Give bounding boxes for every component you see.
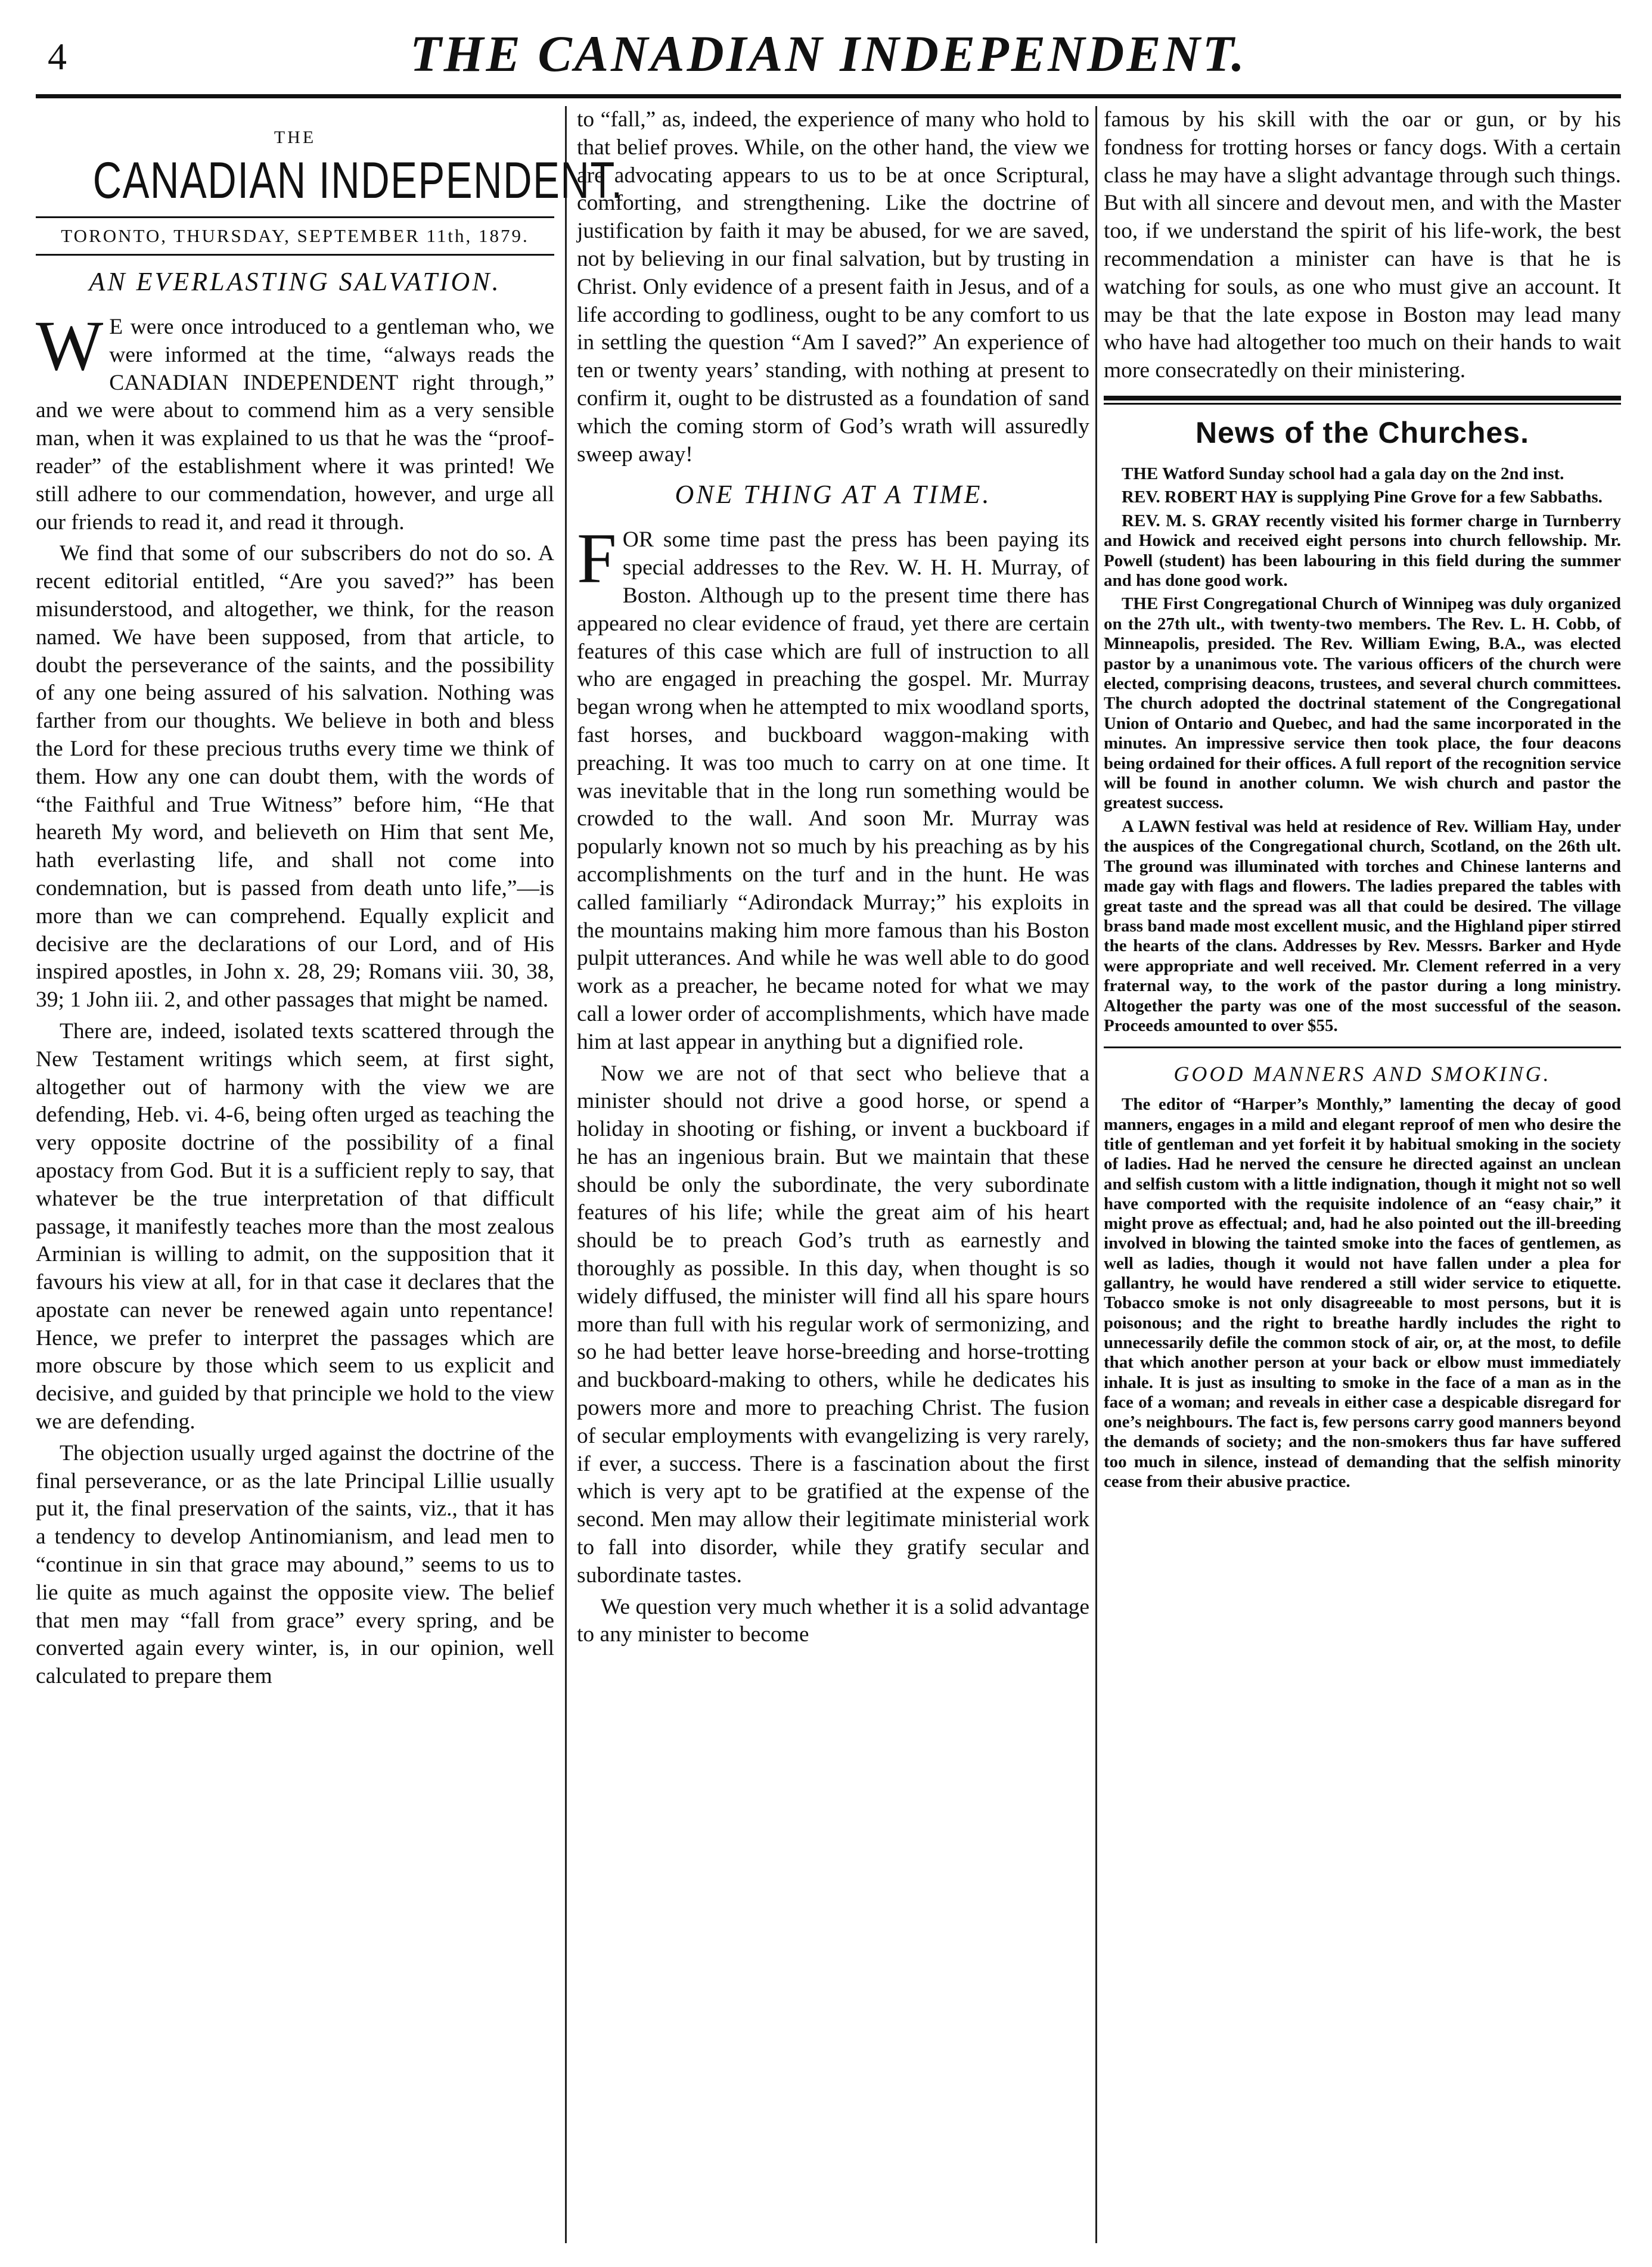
news-heading: News of the Churches. [1195,415,1529,449]
running-head: THE CANADIAN INDEPENDENT. [410,25,1247,82]
paragraph-text: E were once introduced to a gentleman who, we were informed at the time, “always reads the CANADIAN INDEPENDENT right through,” and we were about to commend him as a very sensible man, when it was explained to us that he was the “proof-reader” of the establishment where it was printed! We still adhere to our commendation, however, and urge all our friends to read it, and read it through. [36,315,554,535]
drop-cap: F [577,518,617,598]
column-2 [577,106,1089,2243]
article-title-everlasting: AN EVERLASTING SALVATION. [89,267,501,296]
news-item: THE First Congregational Church of Winnipeg was duly organized on the 27th ult., with twenty-two members. The Rev. L. H. Cobb, of Minneapolis, presided. The Rev. William Ewing, B.A., was elected pastor by a unanimous vote. The various officers of the church were elected, comprising deacons, trustees, and several church committees. The church adopted the doctrinal statement of the Congregational Union of Ontario and Quebec, and had the same incorporated in the minutes. An impressive service then took place, the four deacons being ordained for their offices. A full report of the recognition service will be found in another column. We wish church and pastor the greatest success. [1104,594,1621,813]
masthead-the: THE [274,128,316,147]
column-divider [1095,106,1097,2243]
news-item: THE Watford Sunday school had a gala day on the 2nd inst. [1122,464,1564,483]
column-3 [1104,106,1621,2243]
page-number: 4 [48,35,67,77]
header-rule [36,94,1621,98]
dateline: TORONTO, THURSDAY, SEPTEMBER 11th, 1879. [36,216,554,256]
article-paragraph: We question very much whether it is a solid advantage to any minister to become [577,1594,1089,1647]
article-title-one-thing: ONE THING AT A TIME. [675,480,992,510]
section-rule [1104,1046,1621,1048]
article-paragraph [577,518,1089,1056]
article-paragraph: We find that some of our subscribers do not do so. A recent editorial entitled, “Are you saved?” has been misunderstood, and altogether, we think, for the reason named. We have been supposed, from that article, to doubt the perseverance of the saints, and the possibility of any one being assured of his salvation. Nothing was farther from our thoughts. We believe in both and bless the Lord for these precious truths every time we think of them. How any one can doubt them, with the words of “the Faithful and True Witness” before him, “He that heareth My word, and believeth on Him that sent Me, hath everlasting life, and shall not come into condemnation, but is passed from death unto life,”—is more than we can comprehend. Equally explicit and decisive are the declarations of our Lord, and of His inspired apostles, in John x. 28, 29; Romans viii. 30, 38, 39; 1 John iii. 2, and other passages that might be named. [36,541,554,1013]
paragraph-text: OR some time past the press has been paying its special addresses to the Rev. W. H. H. Murray, of Boston. Although up to the present time there has appeared no clear evidence of fraud, yet there are certain features of this case which are full of instruction to all who are engaged in preaching the gospel. Mr. Murray began wrong when he attempted to mix woodland sports, fast horses, and buckboard waggon-making with preaching. It was too much to carry on at one time. It was inevitable that in the long run something would be crowded to the wall. And soon Mr. Murray was popularly known not so much by his preaching as by his accomplishments on the turf and in the hunt. He was called familiarly “Adirondack Murray;” his exploits in the mountains making him more famous than his Boston pulpit utterances. And while he was well able to do good work as a preacher, he became noted for what we may call a lower order of accomplishments, which have made him at last appear in anything but a dignified role. [577,527,1089,1054]
article-paragraph: famous by his skill with the oar or gun, or by his fondness for trotting horses or fancy dogs. With a certain class he may have a slight advantage through such things. But with all sincere and devout men, and with the Master too, if we understand the spirit of his life-work, the best recommendation a minister can have is that he is watching for souls, as one who must give an account. It may be that the late expose in Boston may lead many who have had altogether too much on their hands to wait more consecratedly on their ministering. [1104,107,1621,383]
section-rule [1104,403,1621,405]
column-divider [565,106,567,2243]
page-header [36,24,1621,89]
news-item: REV. M. S. GRAY recently visited his former charge in Turnberry and Howick and received eight persons into church fellowship. Mr. Powell (student) has been labouring in this field during the summer and has done good work. [1104,511,1621,590]
article-paragraph: The editor of “Harper’s Monthly,” lamenting the decay of good manners, engages in a mild and elegant reproof of men who desire the title of gentleman and yet forfeit it by habitual smoking in the society of ladies. Had he nerved the censure he directed against an unclean and selfish custom with a little indignation, though it might not so well have comported with the requisite indolence of an “easy chair,” it might prove as effectual; and, had he also pointed out the ill-breeding involved in blowing the tainted smoke into the faces of gentlemen, as well as ladies, though it would not have fallen under a plea for gallantry, he would have rendered a still wider service to etiquette. Tobacco smoke is not only disagreeable to most persons, but it is poisonous; and the right to breathe hardly includes the right to unnecessarily defile the common stock of air, or, at the most, to defile that which another person at your back or elbow must immediately inhale. It is just as insulting to smoke in the face of a man as in the face of a woman; and reveals in either case a despicable disregard for one’s neighbours. The fact is, few persons carry good manners beyond the demands of society; and the non-smokers thus far have suffered too much in silence, instead of demanding that the selfish minority cease from their abusive practice. [1104,1095,1621,1491]
article-title-manners: GOOD MANNERS AND SMOKING. [1173,1062,1551,1086]
article-paragraph [36,306,554,536]
drop-cap: W [36,306,104,385]
article-paragraph: There are, indeed, isolated texts scattered through the New Testament writings which seem, at first sight, altogether out of harmony with the view we are defending, Heb. vi. 4-6, being often urged as teaching the very opposite doctrine of the possibility of a final apostacy from God. But it is a sufficient reply to say, that whatever be the true interpretation of that difficult passage, it manifestly teaches more than the most zealous Arminian is willing to admit, on the supposition that it favours his view at all, for in that case it declares that the apostate can never be renewed again unto repentance! Hence, we prefer to interpret the passages which are more obscure by those which seem to us explicit and decisive, and guided by that principle we hold to the view we are defending. [36,1018,554,1434]
article-paragraph: The objection usually urged against the doctrine of the final perseverance, or as the late Principal Lillie usually put it, the final preservation of the saints, viz., that it has a tendency to develop Antinomianism, and lead men to “continue in sin that grace may abound,” seems to us to lie quite as much against the opposite view. The belief that men may “fall from grace” every spring, and be converted again every winter, is, in our opinion, well calculated to prepare them [36,1440,554,1689]
article-paragraph: Now we are not of that sect who believe that a minister should not drive a good horse, or spend a holiday in shooting or fishing, or invent a buckboard if he has an ingenious brain. But we maintain that these should be only the subordinate, the very subordinate features of his life; while the great aim of his heart should be to preach God’s truth as earnestly and thoroughly as possible. In this day, when thought is so widely diffused, the minister will find all his spare hours more than full with his regular work of sermonizing, and so he had better leave horse-breeding and horse-trotting and buckboard-making to others, while he dedicates his powers more and more to preaching Christ. The fusion of secular employments with evangelizing is very rarely, if ever, a success. There is a fascination about the first which is very apt to be gratified at the expense of the second. Men may allow their legitimate ministerial work to fall into disorder, while they gratify secular and subordinate tastes. [577,1061,1089,1588]
column-1 [36,106,623,2243]
article-paragraph: to “fall,” as, indeed, the experience of many who hold to that belief proves. While, on the other hand, the view we are advocating appears to us to be at once Scriptural, comforting, and strengthening. Like the doctrine of justification by faith it may be abused, for we are saved, not by believing in our final salvation, but by trusting in Christ. Only evidence of a present faith in Jesus, and of a life according to godliness, ought to be any comfort to us in settling the question “Am I saved?” An experience of ten or twenty years’ standing, with nothing at present to confirm it, ought to be distrusted as a foundation of sand which the coming storm of God’s wrath will assuredly sweep away! [577,107,1089,467]
news-item: A LAWN festival was held at residence of Rev. William Hay, under the auspices of the Congregational church, Scotland, on the 26th ult. The ground was illuminated with torches and Chinese lanterns and made gay with flags and flowers. The ladies prepared the tables with great taste and the spread was all that could be desired. The village brass band made most excellent music, and the Highland piper stirred the hearts of the clans. Addresses by Rev. Messrs. Barker and Hyde were appropriate and well received. Mr. Clement referred in a very fraternal way, to the work of the pastor during a long ministry. Altogether the party was one of the most successful of the season. Proceeds amounted to over $55. [1104,816,1621,1035]
masthead-title: CANADIAN INDEPENDENT. [92,152,623,209]
news-item: REV. ROBERT HAY is supplying Pine Grove for a few Sabbaths. [1122,487,1603,507]
section-rule [1104,396,1621,400]
